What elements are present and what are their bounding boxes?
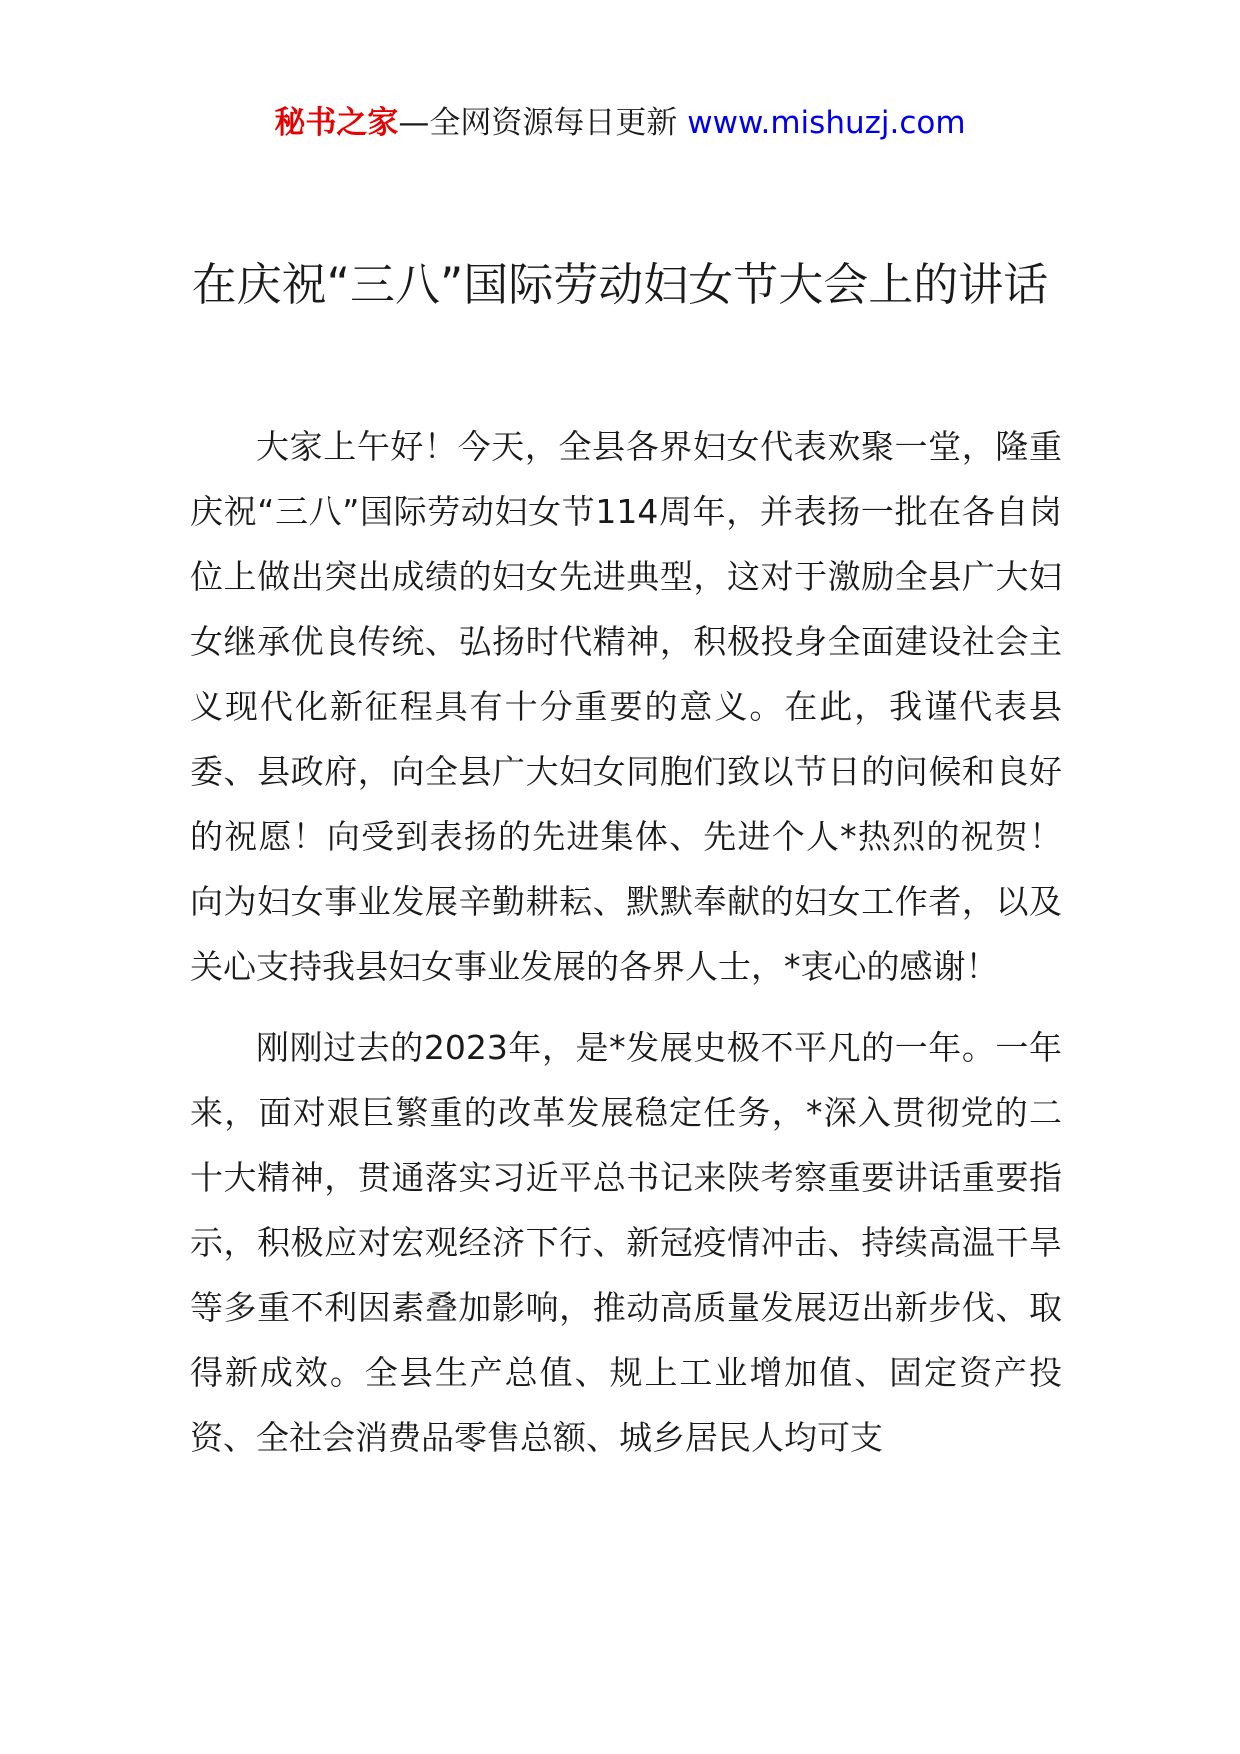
header-tagline: —全网资源每日更新	[398, 105, 688, 141]
brand-name: 秘书之家	[274, 105, 399, 141]
document-title: 在庆祝“三八”国际劳动妇女节大会上的讲话	[191, 258, 1049, 311]
paragraph-2: 刚刚过去的2023年，是*发展史极不平凡的一年。一年来，面对艰巨繁重的改革发展稳定任务，*深入贯彻党的二十大精神，贯通落实习近平总书记来陕考察重要讲话重要指示，积极应对宏观经济下行、新冠疫情冲击、持续高温干旱等多重不利因素叠加影响，推动高质量发展迈出新步伐、取得新成效。全县生产总值、规上工业增加值、固定资产投资、全社会消费品零售总额、城乡居民人均可支	[190, 1028, 1062, 1457]
site-header	[0, 100, 1240, 146]
paragraph-1: 大家上午好！今天，全县各界妇女代表欢聚一堂，隆重庆祝“三八”国际劳动妇女节114周年，并表扬一批在各自岗位上做出突出成绩的妇女先进典型，这对于激励全县广大妇女继承优良传统、弘扬时代精神，积极投身全面建设社会主义现代化新征程具有十分重要的意义。在此，我谨代表县委、县政府，向全县广大妇女同胞们致以节日的问候和良好的祝愿！向受到表扬的先进集体、先进个人*热烈的祝贺！向为妇女事业发展辛勤耕耘、默默奉献的妇女工作者，以及关心支持我县妇女事业发展的各界人士，*衷心的感谢！	[190, 427, 1062, 986]
document-body	[190, 414, 1062, 1486]
site-url-link[interactable]: www.mishuzj.com	[687, 105, 966, 141]
